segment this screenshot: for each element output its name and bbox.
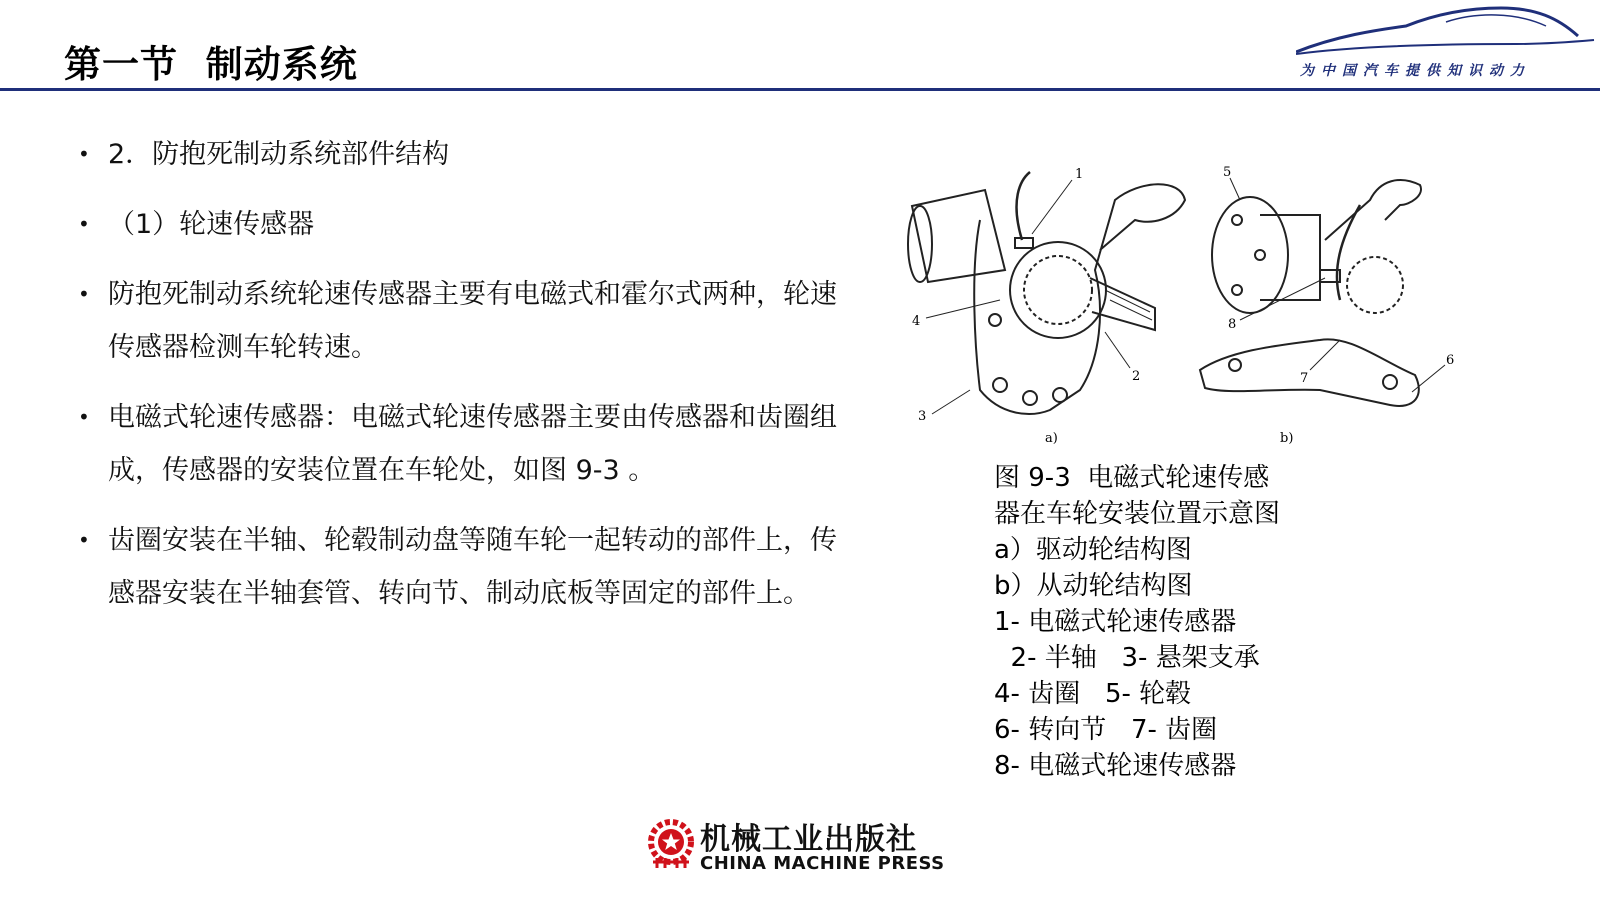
bullet-item [78, 268, 848, 374]
car-logo-icon [1296, 6, 1596, 66]
bullet-item [78, 514, 848, 620]
bullet-item [78, 198, 848, 251]
bullet-text: 电磁式轮速传感器：电磁式轮速传感器主要由传感器和齿圈组成，传感器的安装位置在车轮处，如图 9-3 。 [108, 402, 837, 486]
slide-title: 第一节 制动系统 [64, 43, 358, 86]
bullet-list [78, 128, 848, 637]
header-divider [0, 88, 1600, 91]
bullet-text: （1）轮速传感器 [108, 209, 315, 240]
wheel-speed-sensor-figure [900, 160, 1460, 450]
drive-wheel-drawing [908, 172, 1185, 414]
publisher-name-en: CHINA MACHINE PRESS [700, 853, 945, 874]
figure-label: 5 [1223, 165, 1232, 180]
bullet-dot-icon: • [78, 212, 90, 236]
figure-label: 2 [1132, 369, 1141, 384]
bullet-text: 齿圈安装在半轴、轮毂制动盘等随车轮一起转动的部件上，传感器安装在半轴套管、转向节、制动底板等固定的部件上。 [108, 525, 837, 609]
bullet-dot-icon: • [78, 528, 90, 552]
figure-label: 4 [912, 314, 921, 329]
figure-subtitle: b) [1280, 431, 1294, 446]
bullet-text: 防抱死制动系统轮速传感器主要有电磁式和霍尔式两种，轮速传感器检测车轮转速。 [108, 279, 837, 363]
figure-subtitle: a) [1045, 431, 1058, 446]
publisher-seal-icon [645, 818, 697, 872]
figure-label: 7 [1300, 371, 1309, 386]
figure-label: 1 [1075, 167, 1084, 182]
publisher-name-cn: 机械工业出版社 [700, 822, 917, 857]
bullet-item [78, 391, 848, 497]
driven-wheel-drawing [1200, 180, 1421, 406]
figure-caption: 图 9-3 电磁式轮速传感器在车轮安装位置示意图 a）驱动轮结构图 b）从动轮结构图 1- 电磁式轮速传感器 2- 半轴 3- 悬架支承 4- 齿圈 5- 轮毂 6- 转向节 7- 齿圈 8- 电磁式轮速传感器 [994, 463, 1281, 781]
bullet-dot-icon: • [78, 142, 90, 166]
slogan: 为中国汽车提供知识动力 [1300, 63, 1531, 79]
bullet-text: 2．防抱死制动系统部件结构 [108, 139, 450, 170]
bullet-dot-icon: • [78, 282, 90, 306]
bullet-item [78, 128, 848, 181]
figure-label: 6 [1446, 353, 1455, 368]
figure-label: 3 [918, 409, 927, 424]
figure-label: 8 [1228, 317, 1237, 332]
bullet-dot-icon: • [78, 405, 90, 429]
